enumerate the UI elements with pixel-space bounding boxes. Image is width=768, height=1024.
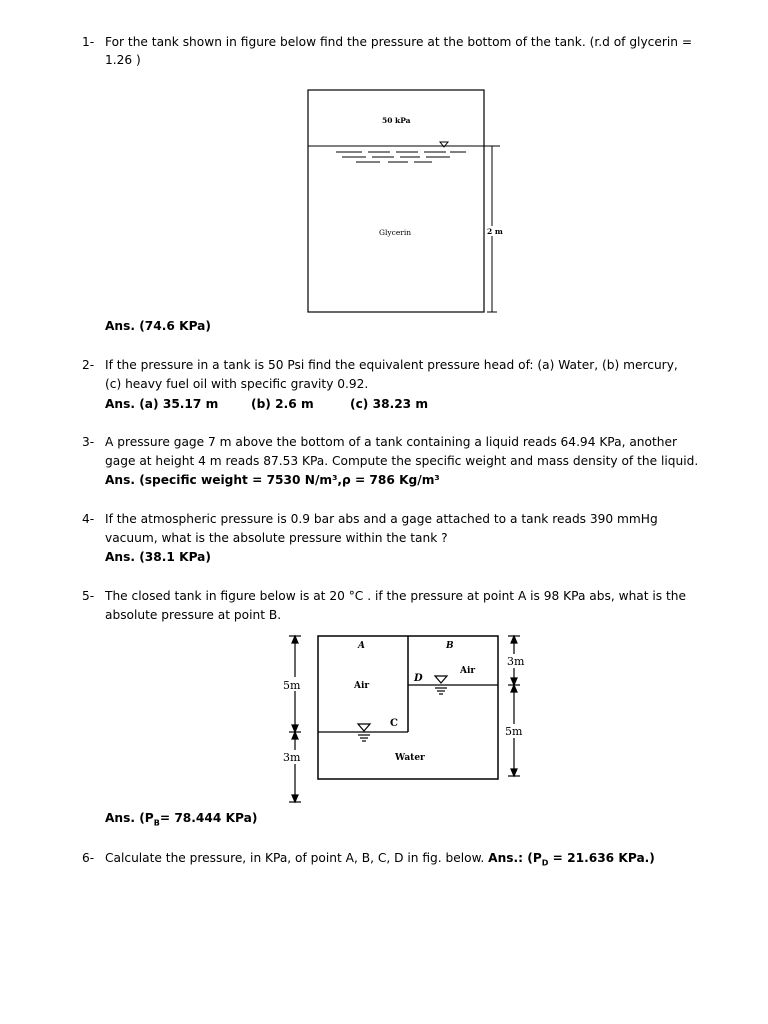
problem-6-answer-subscript: D (541, 858, 549, 868)
problem-1-text-line-1: For the tank shown in figure below find the pressure at the bottom of the tank. (r.d of glycerin = (105, 35, 693, 49)
problem-1-text-line-2: 1.26 ) (105, 53, 141, 67)
problem-5-answer-value: = 78.444 KPa) (159, 811, 258, 825)
closed-tank-figure (278, 630, 536, 806)
left-dimension-5m: 5m (283, 679, 301, 692)
problem-4-text-line-2: vacuum, what is the absolute pressure within the tank ? (105, 531, 448, 545)
problem-5-answer (105, 810, 257, 831)
problem-6-answer-value: = 21.636 KPa.) (548, 851, 655, 865)
right-dimension-3m: 3m (507, 655, 525, 668)
left-air-label: Air (354, 681, 370, 691)
problem-2-number: 2- (82, 358, 95, 372)
problem-5-text-line-1: The closed tank in figure below is at 20 °C . if the pressure at point A is 98 KPa abs, what is the (105, 589, 687, 603)
point-a-label: A (358, 641, 365, 651)
problem-5-number: 5- (82, 589, 95, 603)
point-c-label: C (390, 718, 398, 729)
problem-2-answer-c: (c) 38.23 m (350, 397, 429, 411)
problem-2-answer-b: (b) 2.6 m (251, 397, 314, 411)
problem-4-number: 4- (82, 512, 95, 526)
problem-2-answer-a: Ans. (a) 35.17 m (105, 397, 219, 411)
right-air-label: Air (460, 666, 476, 676)
left-dimension-3m: 3m (283, 751, 301, 764)
problem-6-question: Calculate the pressure, in KPa, of point A, B, C, D in fig. below. (105, 851, 489, 865)
problem-5-text-line-2: absolute pressure at point B. (105, 608, 282, 622)
point-b-label: B (446, 641, 454, 651)
point-d-label: D (414, 673, 423, 684)
problem-2-text-line-2: (c) heavy fuel oil with specific gravity 0.92. (105, 377, 369, 391)
problem-4-text-line-1: If the atmospheric pressure is 0.9 bar abs and a gage attached to a tank reads 390 mmHg (105, 512, 658, 526)
problem-3-text-line-1: A pressure gage 7 m above the bottom of a tank containing a liquid reads 64.94 KPa, another (105, 435, 677, 449)
problem-5-answer-subscript: B (153, 818, 160, 828)
glycerin-tank-figure (300, 86, 520, 318)
problem-5-answer-prefix: Ans. (P (105, 811, 154, 825)
tank-top-pressure-label: 50 kPa (382, 116, 411, 125)
right-dimension-5m: 5m (505, 725, 523, 738)
problem-6-text (105, 850, 655, 871)
problem-4-answer: Ans. (38.1 KPa) (105, 550, 211, 564)
tank-height-label: 2 m (487, 227, 503, 236)
problem-3-number: 3- (82, 435, 95, 449)
tank-fluid-label: Glycerin (379, 228, 412, 237)
problem-6-answer-prefix: Ans.: (P (488, 851, 542, 865)
problem-3-answer-weight: Ans. (specific weight = 7530 N/m³, (105, 473, 343, 487)
water-label: Water (395, 753, 425, 763)
problem-3-answer-density: ρ = 786 Kg/m³ (342, 473, 440, 487)
problem-3-text-line-2: gage at height 4 m reads 87.53 KPa. Compute the specific weight and mass density of the liquid. (105, 454, 699, 468)
problem-1-answer: Ans. (74.6 KPa) (105, 319, 211, 333)
problem-6-number: 6- (82, 851, 95, 865)
problem-1-number: 1- (82, 35, 95, 49)
problem-2-text-line-1: If the pressure in a tank is 50 Psi find the equivalent pressure head of: (a) Water, (b) mercury, (105, 358, 678, 372)
